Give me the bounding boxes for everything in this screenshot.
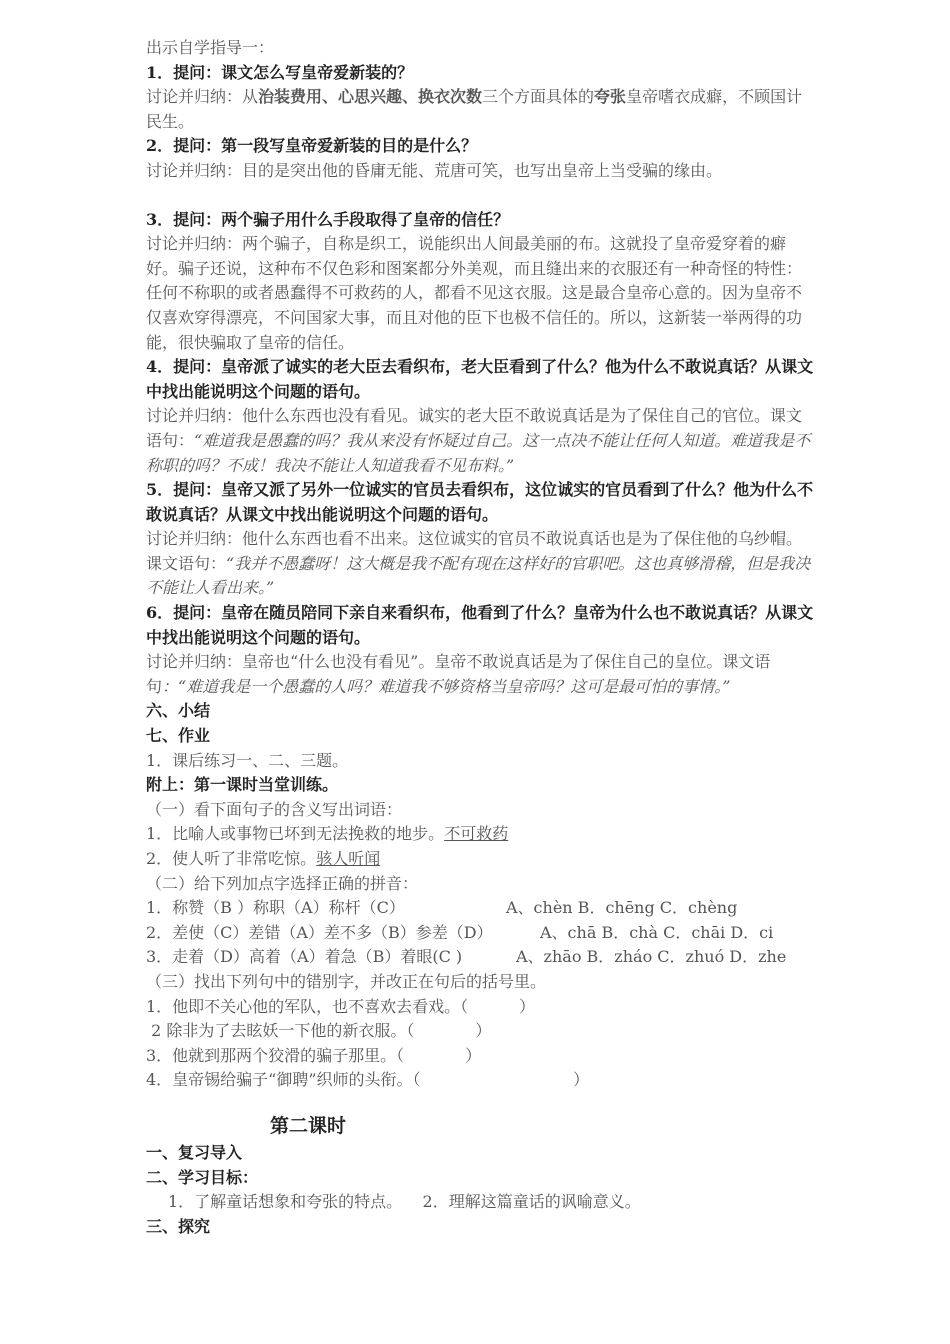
lesson-2-goals-heading: 二、学习目标： [146,1167,259,1187]
answer-1-bold-aspects: 治装费用、心思兴趣、换衣次数 [258,87,483,107]
exercise-3-line-1: 1．他即不关心他的军队，也不喜欢去看戏。（ ） [146,996,536,1016]
exercise-2-row-2-words: 2．差使（C）差错（A）差不多（B）参差（D） [146,922,493,942]
answer-1 [146,85,816,134]
question-5: 5．提问：皇帝又派了另外一位诚实的官员去看织布，这位诚实的官员看到了什么？他为什么不敢说真话？从课文中找出能说明这个问题的语句。 [146,480,814,524]
lesson-2-goals: 1．了解童话想象和夸张的特点。 2．理解这篇童话的讽喻意义。 [168,1192,641,1212]
section-summary: 六、小结 [146,701,211,721]
exercise-3-title: （三）找出下列句中的错别字，并改正在句后的括号里。 [146,971,547,991]
answer-3: 讨论并归纳：两个骗子，自称是织工，说能织出人间最美丽的布。这就投了皇帝爱穿着的癖好。骗子还说，这种布不仅色彩和图案都分外美观，而且缝出来的衣服还有一种奇怪的特性：任何不称职的或者愚蠢得不可救药的人，都看不见这衣服。这是最合皇帝心意的。因为皇帝不仅喜欢穿得漂亮，不问国家大事，而且对他的臣下也极不信任的。所以，这新装一举两得的功能，很快骗取了皇帝的信任。 [146,234,803,352]
answer-1-pre: 讨论并归纳：从 [146,87,259,107]
exercise-1-line-1-text: 1．比喻人或事物已坏到无法挽救的地步。 [146,824,445,844]
exercise-2-row-1-options: A、chèn B．chēng C．chèng [506,898,738,918]
answer-1-mid: 三个方面具体的 [482,87,595,107]
document-page [146,36,816,1239]
homework-item: 1．课后练习一、二、三题。 [146,750,349,770]
exercise-2-row-2 [146,921,816,946]
exercise-2-row-1 [146,896,816,921]
answer-1-post: 皇帝嗜衣成癖，不顾国计民生。 [146,87,803,131]
exercise-2-row-3-words: 3．走着（D）高着（A）着急（B）着眼(C ) [146,947,463,967]
exercise-3-line-4: 4．皇帝锡给骗子“御聘”织师的头衔。（ ） [146,1070,590,1090]
answer-4-text: 讨论并归纳：他什么东西也没有看见。诚实的老大臣不敢说真话是为了保住自己的官位。课文语句： [146,406,803,450]
lesson-2-review: 一、复习导入 [146,1142,243,1162]
exercise-1-line-2 [146,847,816,872]
lesson-2-title: 第二课时 [270,1114,347,1137]
exercise-3-line-2: 2 除非为了去眩妖一下他的新衣服。（ ） [146,1021,492,1041]
intro-line: 出示自学指导一： [146,38,275,57]
question-4: 4．提问：皇帝派了诚实的老大臣去看织布，老大臣看到了什么？他为什么不敢说真话？从课文中找出能说明这个问题的语句。 [146,357,814,401]
exercise-1-line-2-text: 2．使人听了非常吃惊。 [146,849,317,868]
answer-4-quote: “难道我是愚蠢的吗？我从来没有怀疑过自己。这一点决不能让任何人知道。难道我是不称职的吗？不成！我决不能让人知道我看不见布料。” [146,430,811,475]
spacer [146,184,816,208]
answer-5 [146,527,816,601]
question-2: 2．提问：第一段写皇帝爱新装的目的是什么？ [146,136,478,156]
section-homework: 七、作业 [146,726,211,746]
exercise-1-answer-1: 不可救药 [444,824,509,844]
exercise-1-answer-2: 骇人听闻 [316,849,381,868]
question-3: 3．提问：两个骗子用什么手段取得了皇帝的信任？ [146,209,510,229]
attachment-heading: 附上：第一课时当堂训练。 [146,775,339,795]
exercise-3-line-3: 3．他就到那两个狡滑的骗子那里。（ ） [146,1045,482,1065]
exercise-2-row-3-options: A、zhāo B．zháo C．zhuó D．zhe [516,947,787,967]
answer-1-bold-exaggeration: 夸张 [594,87,627,107]
answer-2: 讨论并归纳：目的是突出他的昏庸无能、荒唐可笑，也写出皇帝上当受骗的缘由。 [146,160,723,180]
exercise-1-title: （一）看下面句子的含义写出词语： [146,799,403,819]
question-1: 1．提问：课文怎么写皇帝爱新装的？ [146,62,414,82]
exercise-1-line-1 [146,822,816,847]
answer-6 [146,650,816,699]
answer-6-text: 讨论并归纳：皇帝也“什么也没有看见”。皇帝不敢说真话是为了保住自己的皇位。课文语句 [146,652,771,696]
lesson-2-explore: 三、探究 [146,1216,211,1236]
answer-4 [146,404,816,478]
exercise-2-row-1-words: 1．称赞（B ）称职（A）称杆（C） [146,898,405,918]
answer-5-text: 讨论并归纳：他什么东西也看不出来。这位诚实的官员不敢说真话也是为了保住他的乌纱帽。课文语句： [146,529,803,573]
question-6: 6．提问：皇帝在随员陪同下亲自来看织布，他看到了什么？皇帝为什么也不敢说真话？从课文中找出能说明这个问题的语句。 [146,603,814,647]
exercise-2-row-3 [146,945,816,970]
exercise-2-row-2-options: A、chā B．chà C．chāi D．ci [540,922,774,942]
answer-5-quote: “我并不愚蠢呀！这大概是我不配有现在这样好的官职吧。这也真够滑稽，但是我决不能让人看出来。” [146,553,811,598]
answer-6-quote: ：“难道我是一个愚蠢的人吗？难道我不够资格当皇帝吗？这可是最可怕的事情。” [162,676,731,696]
exercise-2-title: （二）给下列加点字选择正确的拼音： [146,873,419,893]
